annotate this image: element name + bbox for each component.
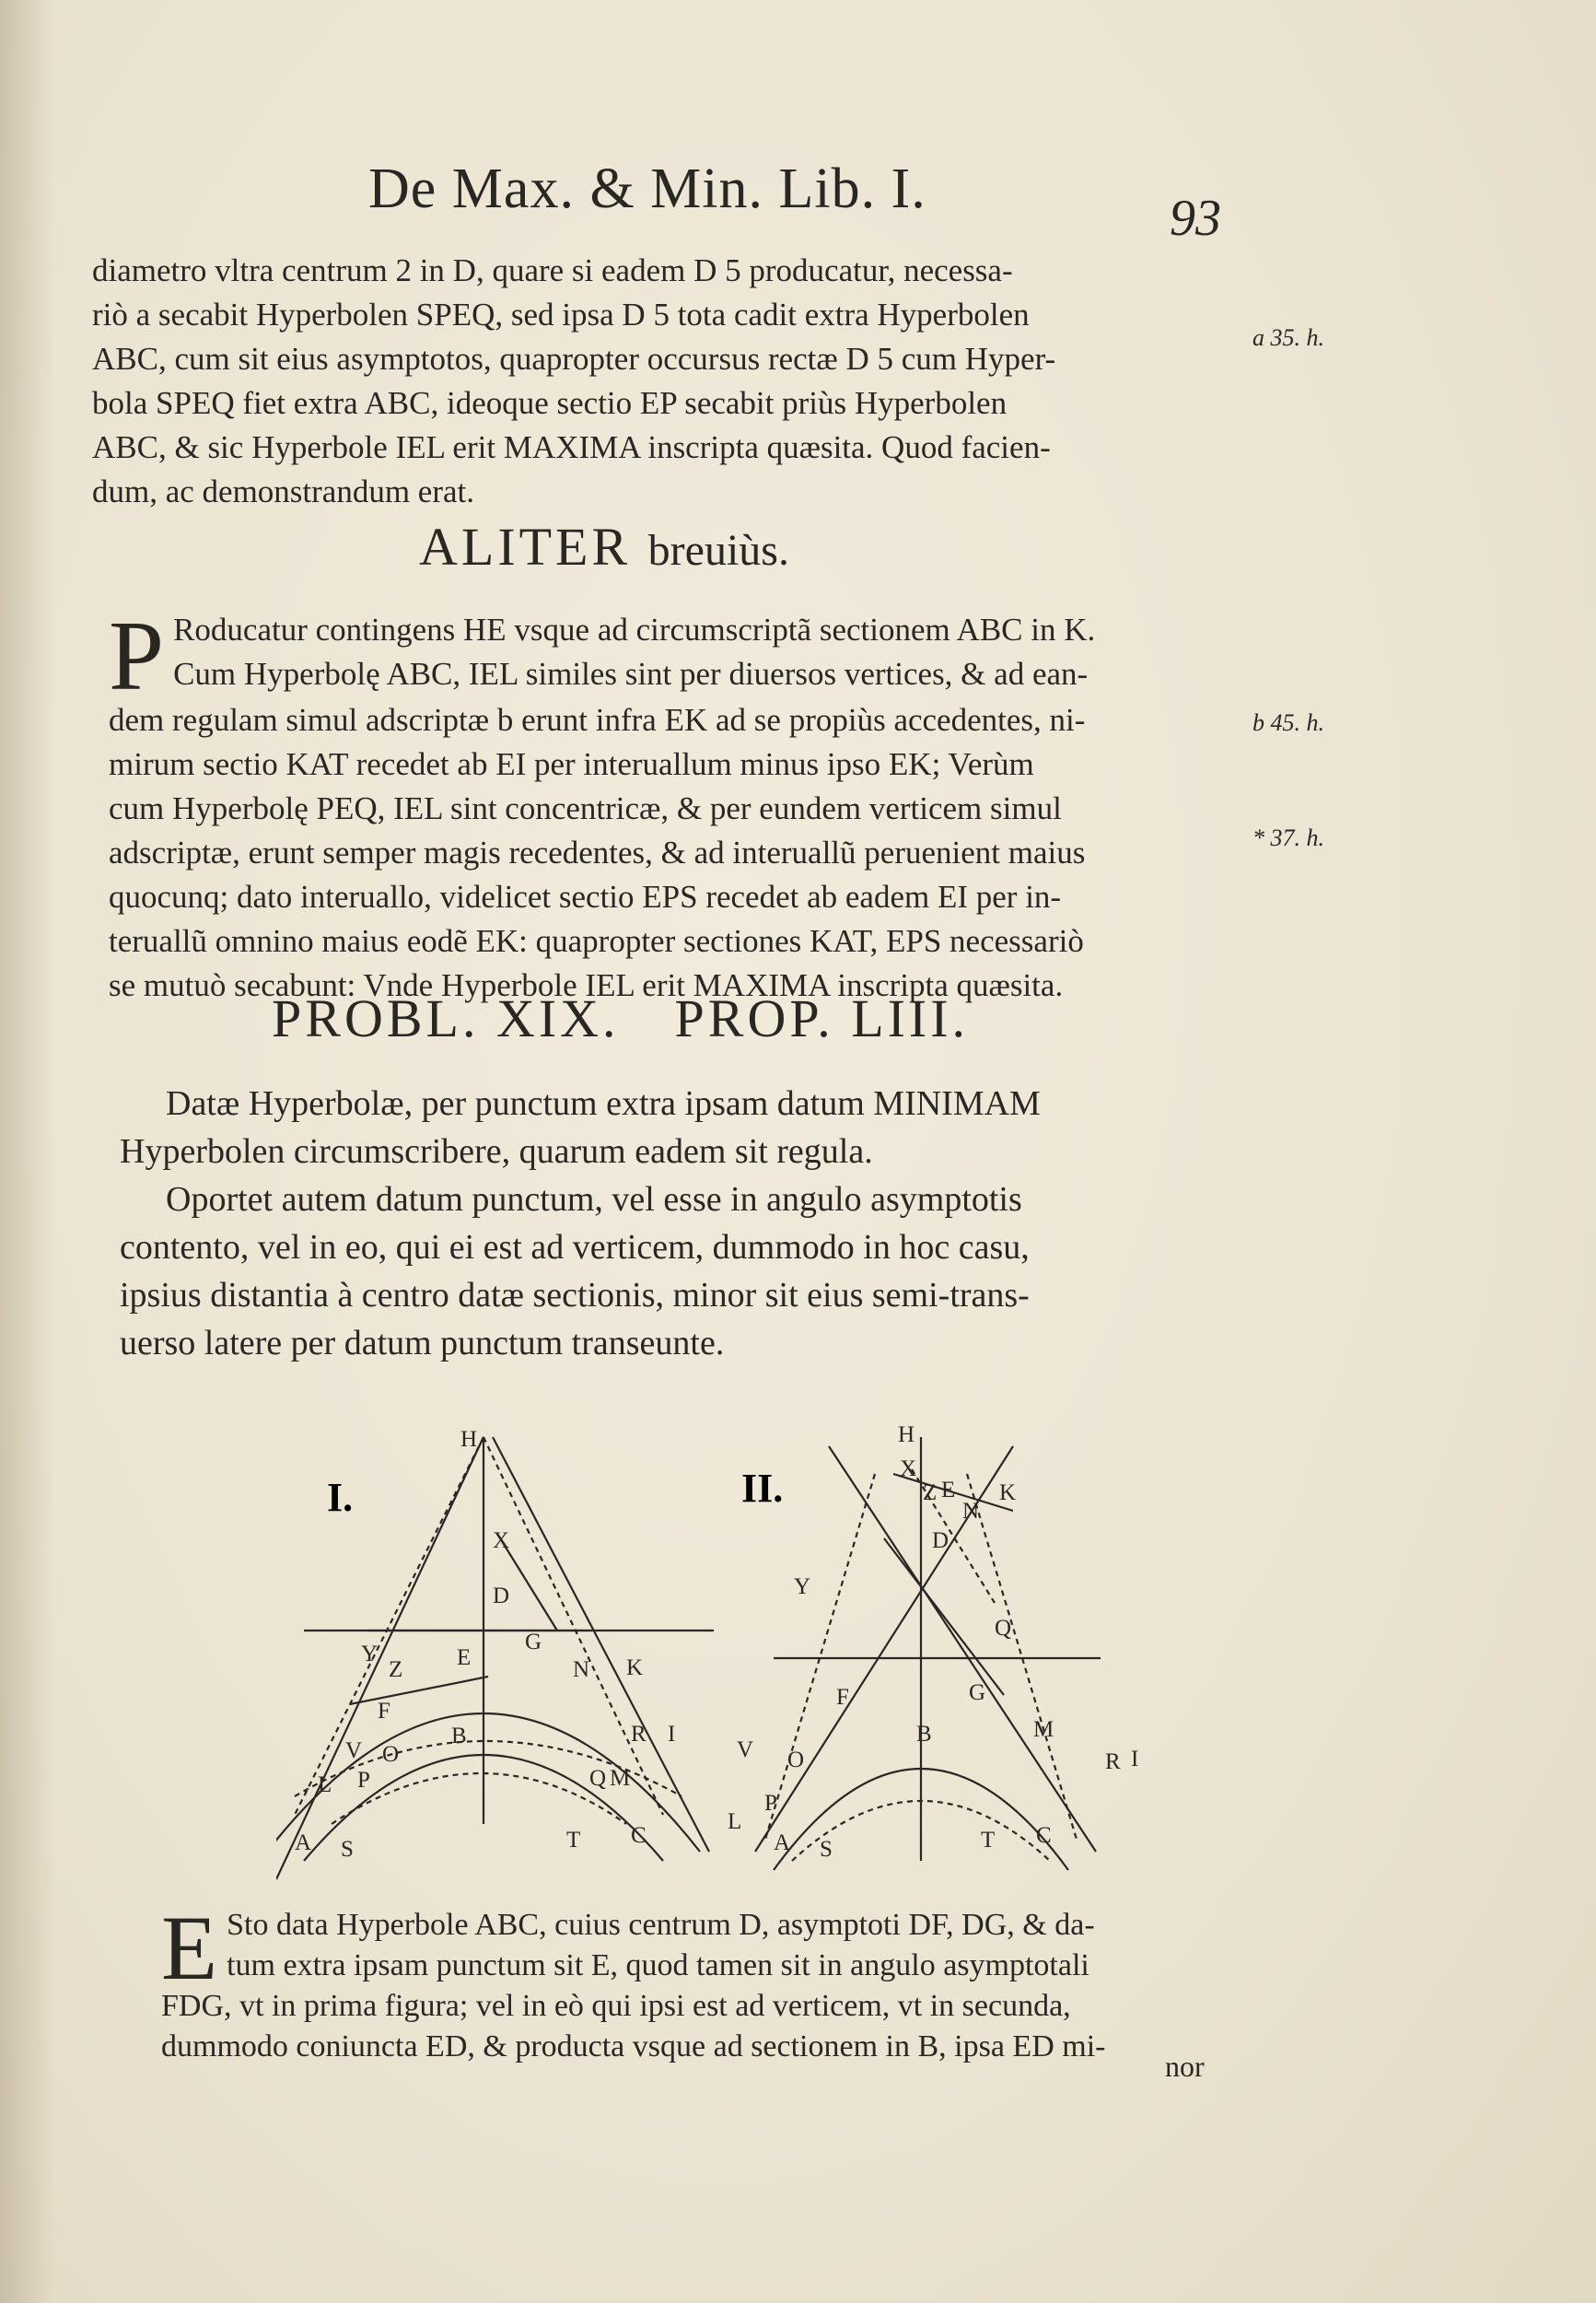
final-paragraph bbox=[161, 1897, 1266, 2067]
point-label: Y bbox=[794, 1574, 811, 1599]
text-line: quocunq; dato interuallo, videlicet sectio EPS recedet ab eadem EI per in- bbox=[109, 879, 1062, 915]
text-line: dum, ac demonstrandum erat. bbox=[92, 473, 475, 509]
point-label: B bbox=[451, 1724, 467, 1748]
text-line: Datæ Hyperbolæ, per punctum extra ipsam datum MINIMAM bbox=[166, 1084, 1041, 1123]
point-label: I bbox=[668, 1722, 676, 1747]
geometric-figure bbox=[276, 1419, 1409, 1898]
point-label: E bbox=[457, 1645, 472, 1670]
figure-1-label: I. bbox=[327, 1475, 354, 1520]
text-line: Hyperbolen circumscribere, quarum eadem sit regula. bbox=[120, 1132, 873, 1171]
point-label: G bbox=[525, 1630, 542, 1654]
point-label: Z bbox=[389, 1657, 403, 1682]
text-line: dummodo coniuncta ED, & producta vsque ad sectionem in B, ipsa ED mi- bbox=[161, 2029, 1106, 2063]
aliter-paragraph bbox=[109, 602, 1260, 1008]
aliter-title: ALITER bbox=[419, 517, 632, 577]
point-label: N bbox=[962, 1499, 980, 1524]
point-label: H bbox=[460, 1427, 478, 1452]
margin-note-b: b 45. h. bbox=[1252, 709, 1324, 736]
problem-statement bbox=[120, 1080, 1271, 1367]
point-label: I bbox=[1131, 1747, 1139, 1771]
text-line: uerso latere per datum punctum transeunte. bbox=[120, 1324, 725, 1362]
point-label: H bbox=[898, 1422, 915, 1447]
text-line: Cum Hyperbolę ABC, IEL similes sint per diuersos vertices, & ad ean- bbox=[173, 656, 1089, 692]
point-label: A bbox=[774, 1830, 791, 1855]
text-line: diametro vltra centrum 2 in D, quare si eadem D 5 producatur, necessa- bbox=[92, 252, 1013, 288]
point-label: L bbox=[728, 1809, 742, 1834]
text-line: ipsius distantia à centro datæ sectionis, minor sit eius semi-trans- bbox=[120, 1276, 1030, 1315]
text-line: dem regulam simul adscriptæ b erunt infra EK ad se propiùs accedentes, ni- bbox=[109, 702, 1086, 738]
point-label: D bbox=[932, 1528, 949, 1553]
point-label: E bbox=[941, 1478, 956, 1502]
point-label: C bbox=[631, 1823, 647, 1848]
probl-label: PROBL. XIX. bbox=[272, 988, 620, 1048]
figure-2-label: II. bbox=[741, 1466, 784, 1511]
text-line: FDG, vt in prima figura; vel in eò qui ipsi est ad verticem, vt in secunda, bbox=[161, 1989, 1071, 2023]
text-line: tum extra ipsam punctum sit E, quod tamen sit in angulo asymptotali bbox=[227, 1948, 1089, 1982]
point-label: Y bbox=[361, 1642, 379, 1666]
text-line: ABC, cum sit eius asymptotos, quapropter occursus rectæ D 5 cum Hyper- bbox=[92, 341, 1056, 377]
text-line: Sto data Hyperbole ABC, cuius centrum D, asymptoti DF, DG, & da- bbox=[227, 1908, 1095, 1942]
point-label: R bbox=[631, 1722, 647, 1747]
point-label: T bbox=[981, 1828, 996, 1853]
figure-svg bbox=[276, 1419, 1409, 1898]
point-label: M bbox=[610, 1766, 631, 1791]
text-line: cum Hyperbolę PEQ, IEL sint concentricæ, & per eundem verticem simul bbox=[109, 790, 1062, 826]
prop-label: PROP. LIII. bbox=[674, 988, 970, 1048]
point-label: L bbox=[318, 1772, 332, 1797]
page-number: 93 bbox=[1170, 190, 1221, 247]
point-label: S bbox=[341, 1837, 354, 1862]
point-label: M bbox=[1033, 1717, 1054, 1742]
aliter-subtitle: breuiùs. bbox=[647, 526, 789, 575]
problem-title bbox=[272, 988, 1024, 1049]
point-label: N bbox=[573, 1657, 590, 1682]
point-label: Q bbox=[995, 1616, 1012, 1641]
text-line: se mutuò secabunt: Vnde Hyperbole IEL erit MAXIMA inscripta quæsita. bbox=[109, 967, 1064, 1003]
point-label: K bbox=[999, 1480, 1017, 1505]
point-label: P bbox=[764, 1791, 777, 1816]
point-label: F bbox=[836, 1685, 849, 1710]
point-label: X bbox=[493, 1528, 510, 1553]
drop-cap: E bbox=[161, 1897, 218, 1999]
text-line: teruallũ omnino maius eodẽ EK: quapropter sectiones KAT, EPS necessariò bbox=[109, 923, 1084, 959]
top-paragraph bbox=[92, 249, 1252, 514]
point-label: G bbox=[969, 1680, 986, 1705]
point-label: Q bbox=[589, 1766, 607, 1791]
gutter-shadow bbox=[0, 0, 55, 2303]
point-label: V bbox=[737, 1737, 754, 1762]
point-label: P bbox=[357, 1768, 370, 1793]
point-label: Z bbox=[923, 1480, 938, 1505]
point-label: R bbox=[1105, 1749, 1121, 1774]
point-label: A bbox=[295, 1830, 312, 1855]
point-label: C bbox=[1036, 1823, 1052, 1848]
text-line: Oportet autem datum punctum, vel esse in angulo asymptotis bbox=[166, 1180, 1022, 1219]
point-label: T bbox=[566, 1828, 581, 1853]
text-line: Roducatur contingens HE vsque ad circumscriptã sectionem ABC in K. bbox=[173, 612, 1096, 648]
aliter-heading bbox=[419, 516, 789, 578]
text-line: adscriptæ, erunt semper magis recedentes, & ad interuallũ peruenient maius bbox=[109, 835, 1086, 871]
point-label: K bbox=[626, 1655, 644, 1680]
drop-cap: P bbox=[109, 602, 165, 711]
margin-note-c: * 37. h. bbox=[1252, 824, 1324, 851]
point-label: X bbox=[900, 1456, 917, 1481]
text-line: ABC, & sic Hyperbole IEL erit MAXIMA inscripta quæsita. Quod facien- bbox=[92, 429, 1051, 465]
point-label: F bbox=[378, 1699, 390, 1724]
running-head: De Max. & Min. Lib. I. bbox=[368, 158, 926, 220]
point-label: V bbox=[345, 1738, 363, 1763]
text-line: mirum sectio KAT recedet ab EI per interuallum minus ipso EK; Verùm bbox=[109, 746, 1034, 782]
text-line: bola SPEQ fiet extra ABC, ideoque sectio EP secabit priùs Hyperbolen bbox=[92, 385, 1008, 421]
point-label: B bbox=[916, 1722, 932, 1747]
point-label: S bbox=[820, 1837, 833, 1862]
margin-note-a: a 35. h. bbox=[1252, 324, 1324, 351]
point-label: O bbox=[382, 1742, 400, 1767]
catchword: nor bbox=[1165, 2050, 1205, 2083]
point-label: O bbox=[787, 1748, 805, 1772]
point-label: D bbox=[493, 1584, 510, 1608]
text-line: contento, vel in eo, qui ei est ad verticem, dummodo in hoc casu, bbox=[120, 1228, 1030, 1267]
text-line: riò a secabit Hyperbolen SPEQ, sed ipsa D 5 tota cadit extra Hyperbolen bbox=[92, 297, 1030, 333]
